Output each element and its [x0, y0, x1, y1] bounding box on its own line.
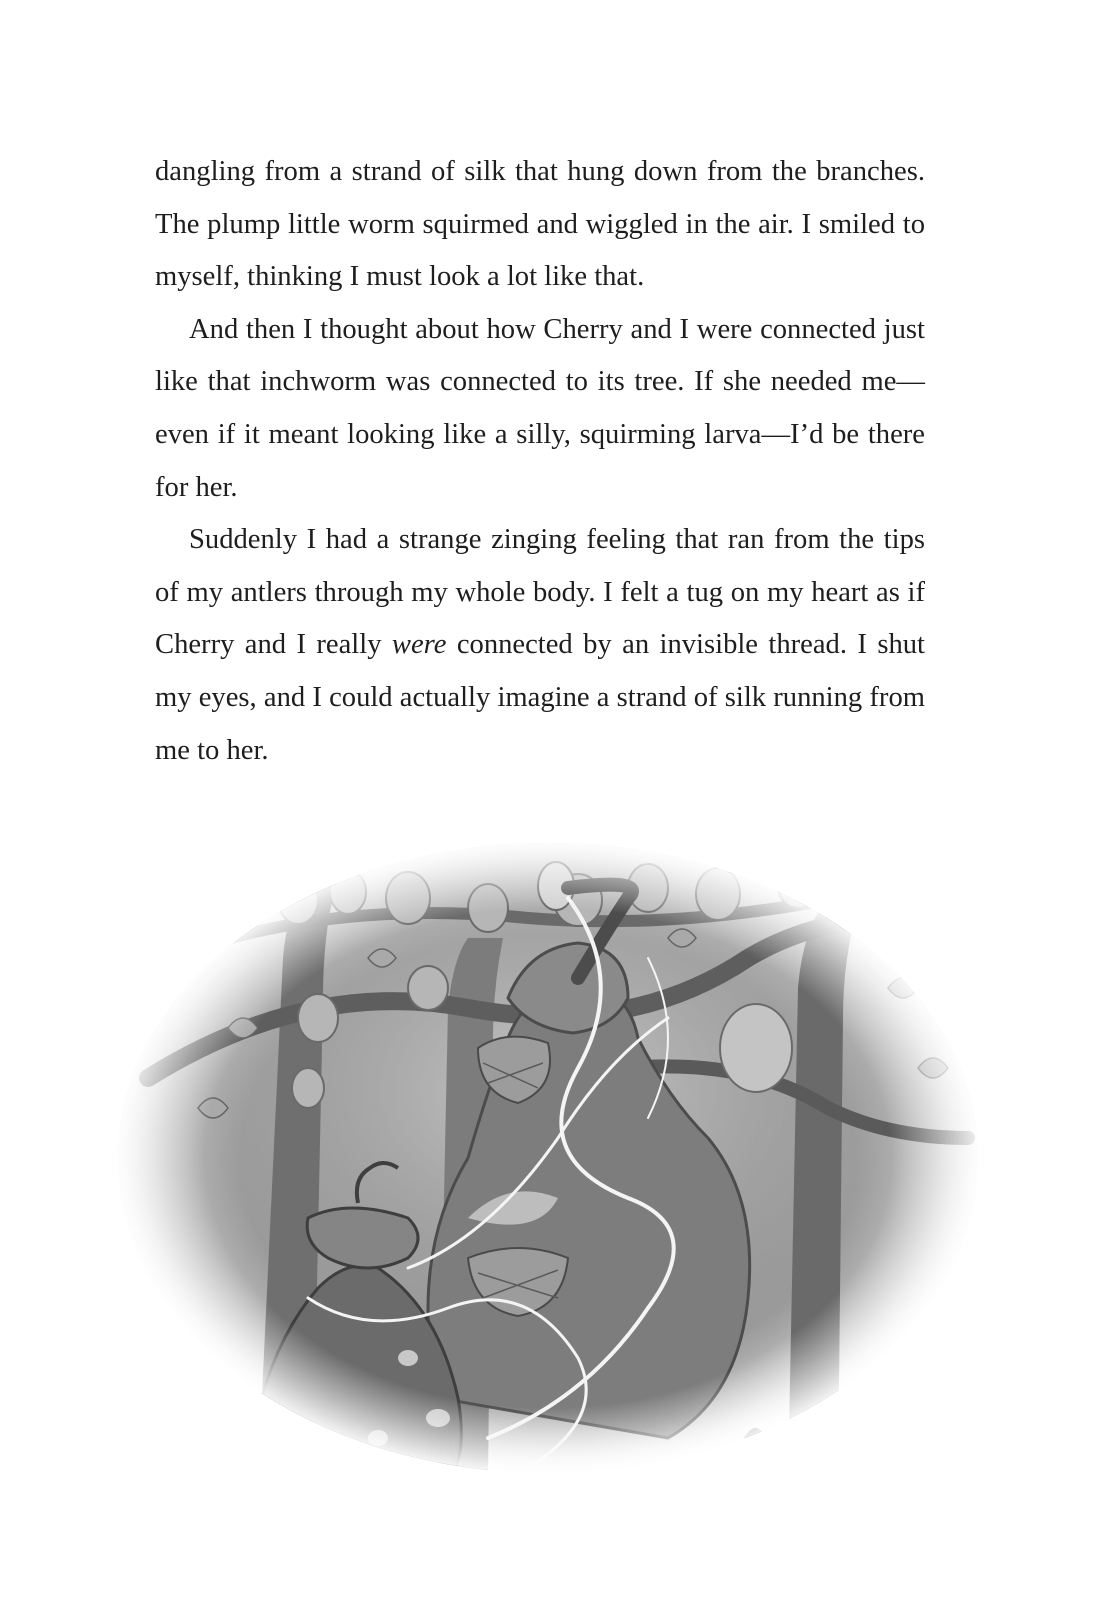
text-segment: dangling from a strand of silk that hung down from the branches. The plump little worm squirmed and wiggled in the air. I smiled to myself, thinking I must look a lot like that. [155, 156, 925, 293]
page-text [155, 146, 925, 777]
emphasis-text: were [391, 629, 447, 661]
story-illustration [108, 838, 988, 1478]
paragraph [155, 514, 925, 777]
text-segment: connected by an invisible thread. I shut my eyes, and I could actually imagine a strand of silk running from me to her. [155, 629, 925, 766]
illustration-scene [108, 838, 988, 1478]
paragraph [155, 304, 925, 514]
paragraph [155, 146, 925, 304]
text-segment: And then I thought about how Cherry and I were connected just like that inchworm was connected to its tree. If she needed me—even if it meant looking like a silly, squirming larva—I’d be there for her. [155, 313, 925, 503]
text-segment: Suddenly I had a strange zinging feeling that ran from the tips of my antlers through my whole body. I felt a tug on my heart as if Cherry and I really [155, 524, 925, 661]
